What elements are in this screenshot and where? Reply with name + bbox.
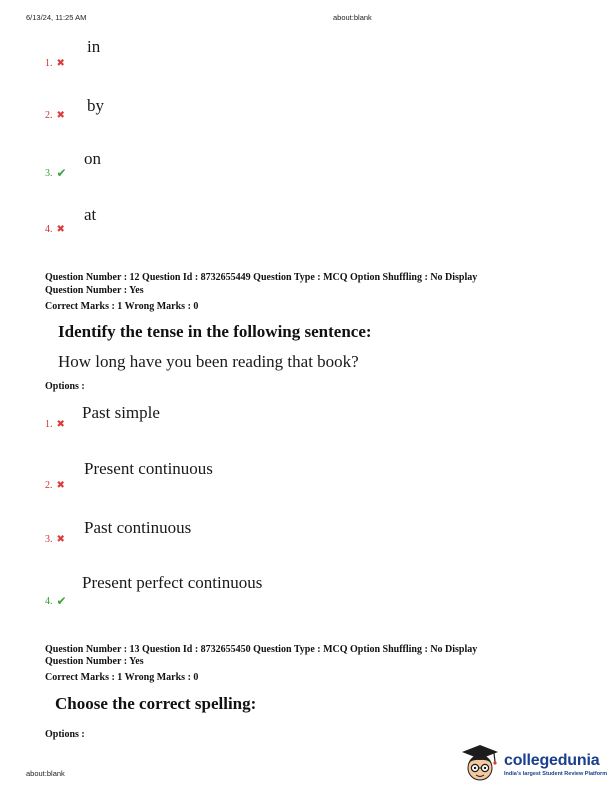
- collegedunia-logo: [458, 742, 608, 786]
- question-title: Identify the tense in the following sentence:: [58, 322, 372, 341]
- option-number: 1. ✖: [45, 58, 65, 69]
- option-number: 2. ✖: [45, 480, 65, 491]
- option-text: Past continuous: [84, 518, 192, 537]
- option-number: 1. ✖: [45, 419, 65, 430]
- print-url: about:blank: [333, 13, 372, 22]
- logo-brand: collegedunia: [504, 751, 600, 769]
- question-sentence: How long have you been reading that book?: [58, 352, 359, 371]
- option-text: on: [84, 149, 101, 168]
- cross-icon: ✖: [56, 58, 65, 69]
- options-label: Options :: [45, 729, 85, 740]
- options-label: Options :: [45, 381, 85, 392]
- question-meta: Question Number : 12 Question Id : 8732655449 Question Type : MCQ Option Shuffling : No Display: [45, 272, 478, 283]
- cross-icon: ✖: [56, 534, 65, 545]
- option-text: Present continuous: [84, 459, 213, 478]
- question-title: Choose the correct spelling:: [55, 694, 257, 713]
- mascot-icon: [458, 742, 502, 786]
- option-number: 4. ✔: [45, 594, 67, 608]
- cross-icon: ✖: [56, 480, 65, 491]
- cross-icon: ✖: [56, 110, 65, 121]
- footer-url: about:blank: [26, 769, 65, 778]
- option-text: Past simple: [82, 403, 160, 422]
- option-number: 3. ✔: [45, 166, 67, 180]
- option-number: 2. ✖: [45, 110, 65, 121]
- print-datetime: 6/13/24, 11:25 AM: [26, 13, 87, 22]
- option-text: in: [87, 37, 101, 56]
- option-number: 3. ✖: [45, 534, 65, 545]
- option-text: Present perfect continuous: [82, 573, 263, 592]
- question-marks: Correct Marks : 1 Wrong Marks : 0: [45, 301, 199, 312]
- check-icon: ✔: [56, 166, 67, 180]
- question-meta: Question Number : 13 Question Id : 8732655450 Question Type : MCQ Option Shuffling : No Display: [45, 644, 478, 655]
- check-icon: ✔: [56, 594, 67, 608]
- cross-icon: ✖: [56, 224, 65, 235]
- cross-icon: ✖: [56, 419, 65, 430]
- question-marks: Correct Marks : 1 Wrong Marks : 0: [45, 672, 199, 683]
- question-meta: Question Number : Yes: [45, 285, 144, 296]
- question-meta: Question Number : Yes: [45, 656, 144, 667]
- option-number: 4. ✖: [45, 224, 65, 235]
- option-text: by: [87, 96, 104, 115]
- option-text: at: [84, 205, 97, 224]
- logo-tagline: India's largest Student Review Platform: [504, 770, 608, 777]
